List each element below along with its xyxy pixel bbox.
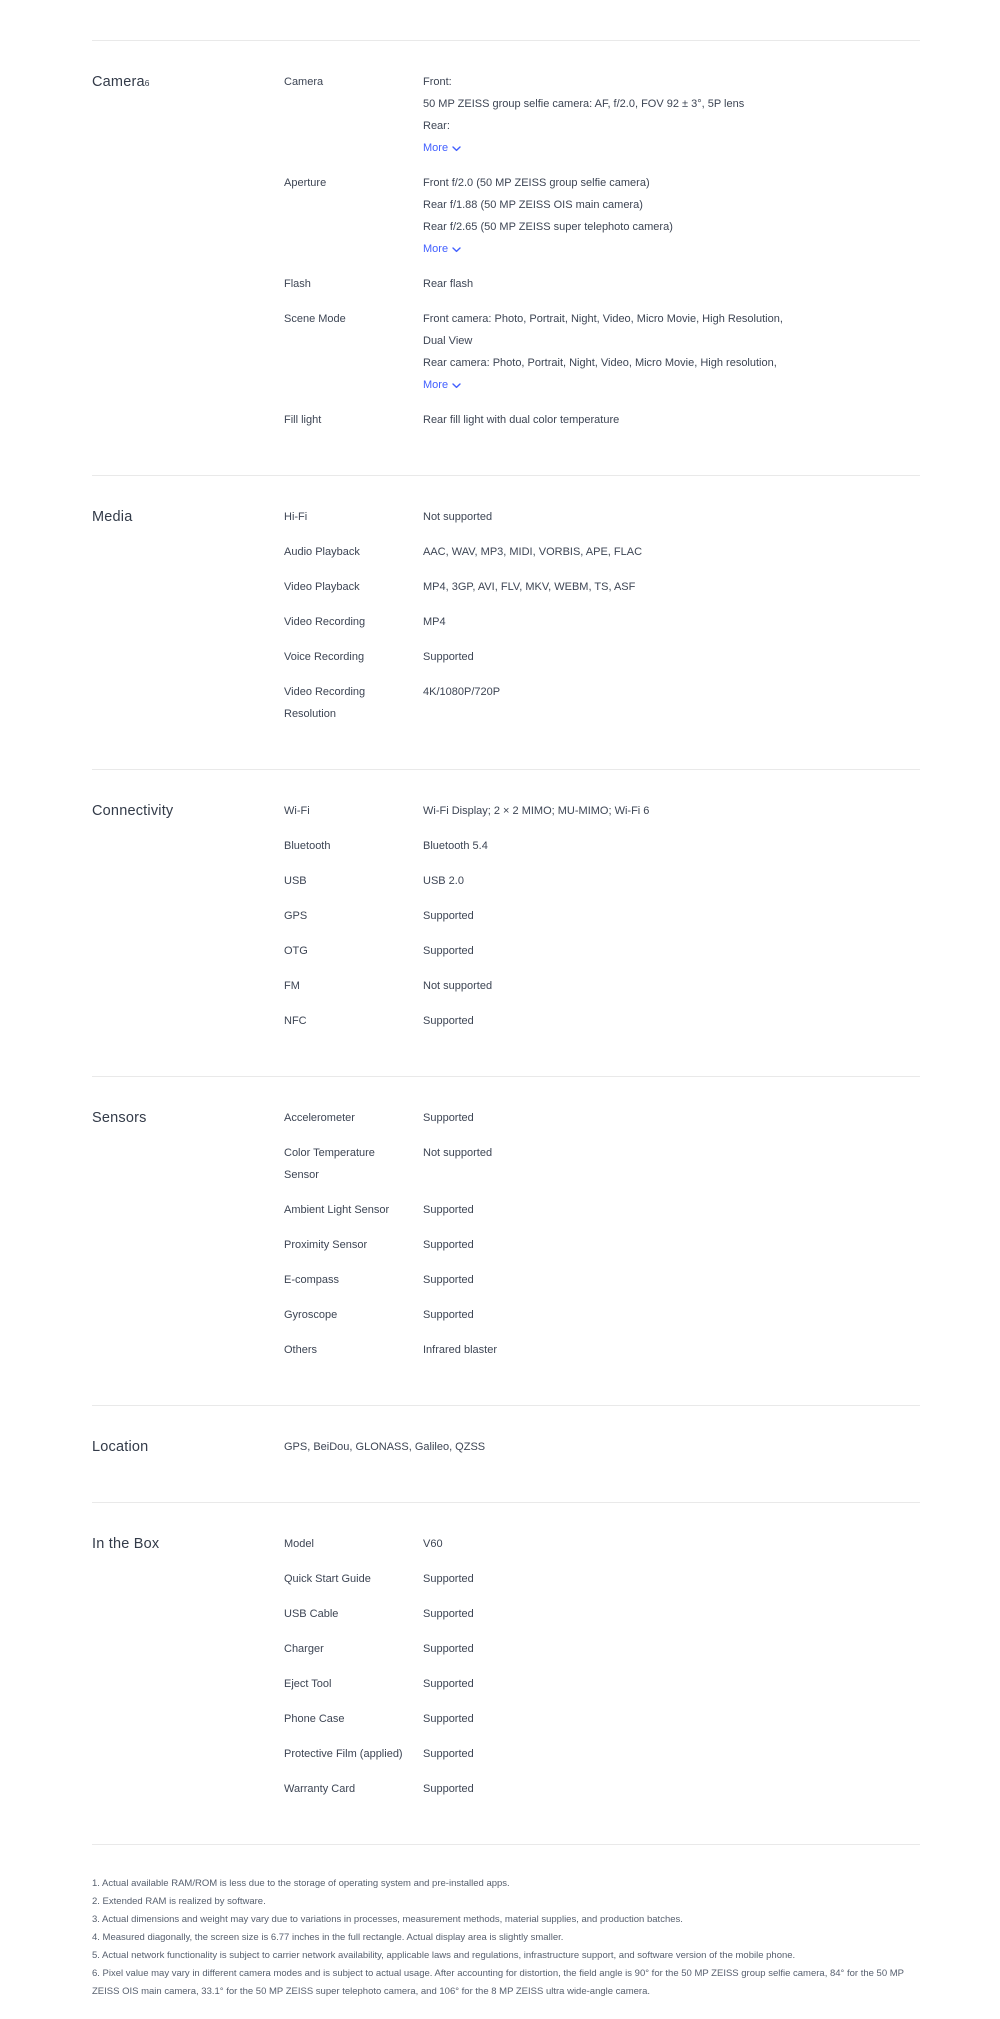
spec-row (284, 1708, 920, 1730)
spec-value (423, 1304, 920, 1326)
chevron-down-icon (452, 247, 461, 253)
spec-value (423, 1673, 920, 1695)
spec-value-line: V60 (423, 1538, 443, 1550)
spec-label: Proximity Sensor (284, 1239, 368, 1251)
spec-value-line: Supported (423, 1239, 474, 1251)
spec-row (284, 1142, 920, 1186)
spec-row (284, 1533, 920, 1555)
spec-value-line: 50 MP ZEISS group selfie camera: AF, f/2.0, FOV 92 ± 3°, 5P lens (423, 98, 745, 110)
spec-label-line2: Resolution (284, 708, 336, 720)
spec-value (423, 1743, 920, 1765)
spec-row (284, 308, 920, 396)
spec-value (423, 1269, 920, 1291)
section-title (92, 1533, 284, 1800)
spec-value-line: Not supported (423, 980, 493, 992)
spec-row (284, 940, 920, 962)
spec-row (284, 1234, 920, 1256)
section-media (92, 475, 920, 769)
spec-value (423, 870, 920, 892)
spec-label: GPS (284, 910, 308, 922)
spec-row (284, 506, 920, 528)
section-in-the-box (92, 1502, 920, 1844)
spec-value (423, 835, 920, 857)
spec-value (423, 172, 920, 260)
spec-value (423, 273, 920, 295)
section-title-text: Connectivity (92, 803, 174, 819)
spec-value-line: Not supported (423, 1147, 493, 1159)
section-sensors (92, 1076, 920, 1405)
section-rows (284, 1533, 920, 1800)
spec-value-line: MP4 (423, 616, 446, 628)
section-rows (284, 1436, 920, 1458)
spec-label: Model (284, 1538, 314, 1550)
spec-value-line: Supported (423, 1643, 474, 1655)
spec-value-line: Supported (423, 1309, 474, 1321)
more-link-label: More (423, 142, 449, 154)
spec-row (284, 870, 920, 892)
spec-row (284, 1638, 920, 1660)
section-title (92, 800, 284, 1032)
spec-value (423, 1568, 920, 1590)
section-rows (284, 71, 920, 431)
spec-value (423, 1638, 920, 1660)
footnotes-block (92, 1844, 920, 2019)
spec-label: Gyroscope (284, 1309, 338, 1321)
spec-label: Accelerometer (284, 1112, 355, 1124)
spec-value-line: Supported (423, 1678, 474, 1690)
spec-value (423, 71, 920, 159)
spec-value (423, 975, 920, 997)
spec-label: FM (284, 980, 300, 992)
section-location (92, 1405, 920, 1502)
spec-row (284, 681, 920, 725)
spec-value-line: Bluetooth 5.4 (423, 840, 488, 852)
spec-value-line: Not supported (423, 511, 493, 523)
spec-label: Video Playback (284, 581, 360, 593)
spec-value-line: Front: (423, 76, 452, 88)
spec-label: Hi-Fi (284, 511, 308, 523)
spec-value-line: Front camera: Photo, Portrait, Night, Video, Micro Movie, High Resolution, (423, 313, 783, 325)
spec-value-line: Supported (423, 651, 474, 663)
footnote: 2. Extended RAM is realized by software. (92, 1896, 266, 1907)
spec-value (423, 905, 920, 927)
section-rows (284, 1107, 920, 1361)
section-connectivity (92, 769, 920, 1076)
chevron-down-icon (452, 383, 461, 389)
spec-label: Video Recording Resolution (284, 681, 423, 725)
spec-label: Aperture (284, 177, 327, 189)
spec-label: Fill light (284, 414, 322, 426)
spec-value (423, 611, 920, 633)
more-link[interactable] (423, 238, 461, 260)
spec-sections (92, 40, 920, 1844)
spec-value (423, 1234, 920, 1256)
section-title-text: In the Box (92, 1536, 160, 1552)
spec-value-line: Supported (423, 945, 474, 957)
spec-label: USB Cable (284, 1608, 339, 1620)
spec-row (284, 1304, 920, 1326)
spec-row (284, 611, 920, 633)
spec-value (423, 506, 920, 528)
section-title (92, 1436, 284, 1458)
spec-value (423, 1778, 920, 1800)
spec-label: Quick Start Guide (284, 1573, 371, 1585)
spec-value-line: Supported (423, 1274, 474, 1286)
spec-value-line: Infrared blaster (423, 1344, 497, 1356)
spec-row (284, 273, 920, 295)
spec-value-line: Supported (423, 1112, 474, 1124)
spec-row (284, 71, 920, 159)
section-rows (284, 506, 920, 725)
spec-row (284, 576, 920, 598)
section-title-text: Media (92, 509, 133, 525)
spec-row (284, 800, 920, 822)
spec-label: Warranty Card (284, 1783, 356, 1795)
section-rows (284, 800, 920, 1032)
spec-value-line: Rear fill light with dual color temperature (423, 414, 620, 426)
spec-label: Ambient Light Sensor (284, 1204, 390, 1216)
spec-label: Charger (284, 1643, 324, 1655)
section-title (92, 71, 284, 431)
spec-label: NFC (284, 1015, 307, 1027)
spec-value (423, 1142, 920, 1186)
more-link-label: More (423, 379, 449, 391)
spec-value (423, 576, 920, 598)
spec-label: Phone Case (284, 1713, 345, 1725)
spec-row (284, 409, 920, 431)
spec-label: Voice Recording (284, 651, 365, 663)
spec-row (284, 1673, 920, 1695)
spec-value-line: Rear camera: Photo, Portrait, Night, Video, Micro Movie, High resolution, (423, 357, 777, 369)
section-camera (92, 40, 920, 475)
spec-value-line: Rear: (423, 120, 450, 132)
spec-label: Protective Film (applied) (284, 1748, 403, 1760)
spec-label: Bluetooth (284, 840, 331, 852)
more-link[interactable] (423, 137, 461, 159)
spec-value-line: Supported (423, 1713, 474, 1725)
spec-value (423, 1708, 920, 1730)
spec-value (423, 1010, 920, 1032)
spec-value-line: Rear f/2.65 (50 MP ZEISS super telephoto camera) (423, 221, 673, 233)
spec-value (423, 1107, 920, 1129)
spec-label: E-compass (284, 1274, 340, 1286)
spec-value-line: Rear flash (423, 278, 474, 290)
spec-row (284, 1107, 920, 1129)
spec-label: Video Recording (284, 616, 366, 628)
spec-value-line: Dual View (423, 335, 473, 347)
section-title-text: Sensors (92, 1110, 147, 1126)
chevron-down-icon (452, 146, 461, 152)
section-title (92, 506, 284, 725)
spec-row (284, 541, 920, 563)
spec-value (423, 1603, 920, 1625)
spec-value (423, 800, 920, 822)
spec-value (423, 409, 920, 431)
spec-label: OTG (284, 945, 308, 957)
spec-row (284, 1269, 920, 1291)
section-title-text: Camera (92, 74, 145, 90)
section-inline-value: GPS, BeiDou, GLONASS, Galileo, QZSS (284, 1441, 486, 1453)
footnote: 4. Measured diagonally, the screen size is 6.77 inches in the full rectangle. Actual display area is slightly smaller. (92, 1932, 564, 1943)
spec-value-line: Supported (423, 1204, 474, 1216)
more-link[interactable] (423, 374, 461, 396)
spec-value-line: Supported (423, 1573, 474, 1585)
spec-label: Eject Tool (284, 1678, 332, 1690)
spec-value-line: AAC, WAV, MP3, MIDI, VORBIS, APE, FLAC (423, 546, 643, 558)
spec-value-line: Supported (423, 1608, 474, 1620)
spec-value-line: Supported (423, 910, 474, 922)
footnote: 1. Actual available RAM/ROM is less due to the storage of operating system and pre-installed apps. (92, 1878, 510, 1889)
spec-label: Others (284, 1344, 318, 1356)
footnote: 3. Actual dimensions and weight may vary due to variations in processes, measurement methods, material supplies, and production batches. (92, 1914, 683, 1925)
spec-value (423, 308, 920, 396)
spec-value-line: Front f/2.0 (50 MP ZEISS group selfie camera) (423, 177, 650, 189)
spec-value-line: USB 2.0 (423, 875, 464, 887)
section-title (92, 1107, 284, 1361)
spec-label: Flash (284, 278, 311, 290)
spec-row (284, 1199, 920, 1221)
spec-row (284, 975, 920, 997)
spec-value-line: Supported (423, 1015, 474, 1027)
spec-label: Camera (284, 76, 324, 88)
spec-label: Audio Playback (284, 546, 360, 558)
more-link-label: More (423, 243, 449, 255)
spec-value (423, 646, 920, 668)
footnote: 5. Actual network functionality is subject to carrier network availability, applicable laws and regulations, infrastructure support, and software version of the mobile phone. (92, 1950, 796, 1961)
spec-label: Color Temperature Sensor (284, 1147, 375, 1181)
spec-value-line: MP4, 3GP, AVI, FLV, MKV, WEBM, TS, ASF (423, 581, 636, 593)
spec-value (423, 940, 920, 962)
spec-value (423, 1533, 920, 1555)
footnote: 6. Pixel value may vary in different camera modes and is subject to actual usage. After accounting for distortion, the field angle is 90° for the 50 MP ZEISS group selfie camera, 84° for the 50 MP ZEISS OIS main camera, 33.1° for the 50 MP ZEISS super telephoto camera, and 106° for the 8 MP ZEISS ultra wide-angle camera. (92, 1968, 904, 1997)
spec-label: Wi-Fi (284, 805, 310, 817)
spec-row (284, 905, 920, 927)
spec-page-content (92, 0, 920, 2019)
spec-row (284, 1010, 920, 1032)
spec-label: USB (284, 875, 307, 887)
spec-value-line: 4K/1080P/720P (423, 686, 501, 698)
spec-value (423, 1199, 920, 1221)
spec-row (284, 1568, 920, 1590)
spec-label: Scene Mode (284, 313, 346, 325)
spec-value-line: Wi-Fi Display; 2 × 2 MIMO; MU-MIMO; Wi-Fi 6 (423, 805, 650, 817)
spec-value-line: Supported (423, 1748, 474, 1760)
spec-row (284, 835, 920, 857)
spec-value (423, 681, 920, 725)
spec-value-line: Rear f/1.88 (50 MP ZEISS OIS main camera) (423, 199, 643, 211)
section-footnote-marker: 6 (144, 78, 150, 88)
spec-row (284, 1603, 920, 1625)
spec-value (423, 1339, 920, 1361)
spec-value (423, 541, 920, 563)
spec-value-line: Supported (423, 1783, 474, 1795)
spec-row (284, 646, 920, 668)
spec-row (284, 172, 920, 260)
spec-row (284, 1339, 920, 1361)
spec-row (284, 1743, 920, 1765)
section-title-text: Location (92, 1439, 149, 1455)
spec-row (284, 1778, 920, 1800)
